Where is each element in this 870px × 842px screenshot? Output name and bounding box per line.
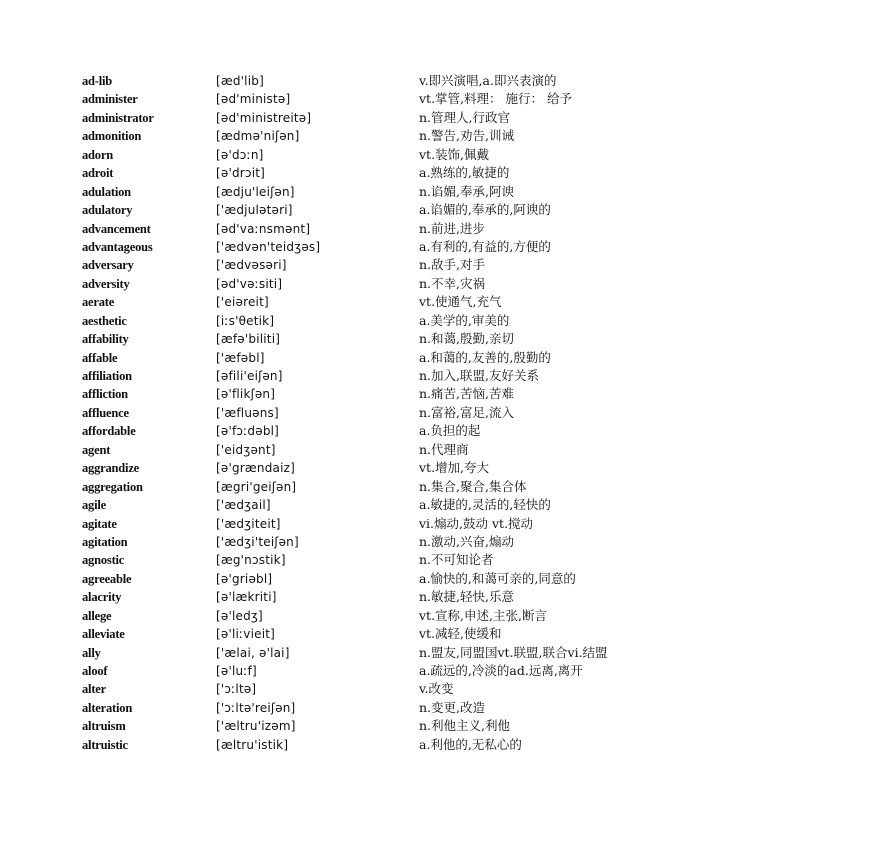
vocab-phonetic: [ə'drɔit] (216, 166, 266, 181)
vocab-row (82, 478, 682, 496)
vocab-row (82, 625, 682, 643)
vocab-row (82, 201, 682, 219)
vocab-row (82, 459, 682, 477)
vocab-row (82, 220, 682, 238)
vocab-phonetic: [əd'vaːnsmənt] (216, 221, 311, 236)
vocab-phonetic: ['ɔːltə'reiʃən] (216, 700, 296, 715)
vocab-row (82, 570, 682, 588)
vocab-phonetic: ['ædjulətəri] (216, 203, 293, 218)
vocab-definition: n.加入,联盟,友好关系 (419, 368, 539, 383)
vocab-row (82, 256, 682, 274)
vocab-phonetic: ['ædvən'teidʒəs] (216, 239, 321, 254)
vocab-row (82, 422, 682, 440)
vocab-word: adorn (82, 147, 113, 162)
vocab-word: affliction (82, 387, 128, 402)
vocab-phonetic: ['eidʒənt] (216, 442, 276, 457)
vocab-word: adulatory (82, 203, 133, 218)
vocab-definition: vt.增加,夸大 (419, 460, 490, 476)
vocab-row (82, 127, 682, 145)
vocab-phonetic: ['æltru'izəm] (216, 719, 296, 734)
vocab-phonetic: [iːs'θetik] (216, 313, 275, 328)
vocab-definition: a.负担的起 (419, 423, 481, 439)
vocab-word: advantageous (82, 239, 153, 254)
vocab-row (82, 330, 682, 348)
vocab-row (82, 293, 682, 311)
vocab-definition: vt.宣称,申述,主张,断言 (419, 607, 547, 623)
vocab-phonetic: ['æfluəns] (216, 405, 279, 420)
vocab-definition: a.美学的,审美的 (419, 312, 510, 328)
vocab-phonetic: [ə'dɔːn] (216, 147, 264, 162)
vocab-phonetic: [æfə'biliti] (216, 332, 281, 347)
vocab-phonetic: [ægri'geiʃən] (216, 479, 297, 494)
vocab-word: affordable (82, 424, 136, 439)
vocab-definition: n.富裕,富足,流入 (419, 404, 514, 420)
vocab-row (82, 496, 682, 514)
vocab-row (82, 72, 682, 90)
vocab-word: agent (82, 442, 111, 457)
vocab-definition: n.盟友,同盟国vt.联盟,联合vi.结盟 (419, 644, 608, 660)
vocab-phonetic: [æltru'istik] (216, 737, 289, 752)
vocab-definition: n.代理商 (419, 441, 469, 457)
vocab-definition: vi.煽动,鼓动 vt.搅动 (419, 515, 534, 531)
vocab-phonetic: [əfili'eiʃən] (216, 369, 283, 383)
vocab-phonetic: [ə'liːvieit] (216, 627, 276, 642)
vocab-word: administer (82, 92, 138, 107)
vocab-phonetic: [əd'ministreitə] (216, 110, 312, 125)
vocab-row (82, 717, 682, 735)
vocab-phonetic: [ə'ledʒ] (216, 608, 263, 623)
vocab-phonetic: [ə'grændaiz] (216, 461, 295, 476)
vocab-word: ally (82, 645, 101, 660)
vocab-word: aesthetic (82, 313, 127, 328)
vocab-word: alter (82, 682, 106, 697)
vocab-row (82, 441, 682, 459)
vocab-word: alteration (82, 700, 133, 715)
vocab-word: alacrity (82, 590, 122, 605)
vocab-word: adulation (82, 184, 131, 199)
vocab-phonetic: ['æfəbl] (216, 350, 265, 365)
vocab-phonetic: ['ædʒiteit] (216, 516, 281, 531)
vocab-definition: n.变更,改造 (419, 699, 485, 715)
vocab-row (82, 588, 682, 606)
vocab-word: aerate (82, 295, 115, 310)
vocab-row (82, 367, 682, 385)
vocab-phonetic: ['ædvəsəri] (216, 258, 287, 273)
vocab-row (82, 680, 682, 698)
vocab-row (82, 90, 682, 108)
vocab-word: advancement (82, 221, 151, 236)
vocab-phonetic: [æg'nɔstik] (216, 553, 286, 568)
vocab-definition: a.敏捷的,灵活的,轻快的 (419, 497, 551, 513)
vocab-phonetic: [ædju'leiʃən] (216, 184, 295, 199)
vocab-word: agitate (82, 516, 117, 531)
vocab-phonetic: [æd'lib] (216, 74, 264, 88)
vocab-word: aggregation (82, 479, 143, 494)
vocab-phonetic: ['ædʒi'teiʃən] (216, 534, 299, 549)
vocab-word: adroit (82, 166, 114, 181)
vocab-definition: n.谄媚,奉承,阿谀 (419, 183, 514, 199)
vocab-row (82, 275, 682, 293)
vocab-row (82, 183, 682, 201)
vocab-definition: n.不幸,灾祸 (419, 275, 485, 291)
vocab-word: adversity (82, 276, 130, 291)
vocab-definition: a.熟练的,敏捷的 (419, 165, 510, 181)
vocab-row (82, 349, 682, 367)
vocab-definition: vt.掌管,料理： 施行： 给予 (419, 91, 572, 107)
vocab-phonetic: [ə'griəbl] (216, 571, 273, 586)
vocab-phonetic: [ə'luːf] (216, 664, 257, 678)
vocab-word: admonition (82, 129, 142, 144)
vocab-word: alleviate (82, 627, 125, 642)
vocab-phonetic: ['ɔːltə] (216, 682, 257, 697)
vocab-row (82, 109, 682, 127)
vocab-definition: vt.减轻,使缓和 (419, 626, 502, 642)
vocab-definition: vt.装饰,佩戴 (419, 146, 490, 162)
vocab-row (82, 404, 682, 422)
vocab-definition: n.集合,聚合,集合体 (419, 478, 527, 494)
vocab-row (82, 699, 682, 717)
vocab-row (82, 238, 682, 256)
vocab-phonetic: ['ædʒail] (216, 498, 271, 513)
vocab-phonetic: [ædmə'niʃən] (216, 129, 300, 144)
vocab-definition: n.敌手,对手 (419, 257, 485, 273)
vocab-definition: n.激动,兴奋,煽动 (419, 533, 514, 549)
vocab-word: agitation (82, 534, 128, 549)
vocab-row (82, 607, 682, 625)
vocab-word: affable (82, 350, 118, 365)
vocab-row (82, 551, 682, 569)
vocab-word: agile (82, 498, 106, 513)
vocab-word: agreeable (82, 571, 132, 586)
vocab-word: aloof (82, 664, 108, 678)
vocab-word: aggrandize (82, 461, 140, 476)
vocab-definition: v.即兴演唱,a.即兴表演的 (419, 73, 557, 88)
vocab-phonetic: [ə'lækriti] (216, 590, 277, 605)
vocab-row (82, 312, 682, 330)
vocab-definition: a.谄媚的,奉承的,阿谀的 (419, 202, 551, 218)
vocab-definition: a.愉快的,和蔼可亲的,同意的 (419, 570, 576, 586)
vocab-row (82, 736, 682, 754)
vocab-definition: a.利他的,无私心的 (419, 736, 522, 752)
vocab-phonetic: [ə'fɔːdəbl] (216, 424, 280, 439)
vocab-word: affluence (82, 405, 129, 420)
vocab-definition: a.有利的,有益的,方便的 (419, 238, 551, 254)
vocab-phonetic: ['eiəreit] (216, 295, 269, 310)
vocab-word: ad-lib (82, 74, 113, 88)
vocab-phonetic: [əd'ministə] (216, 92, 291, 107)
vocab-row (82, 644, 682, 662)
vocab-definition: n.和蔼,殷勤,亲切 (419, 331, 514, 347)
vocab-word: administrator (82, 110, 154, 125)
vocab-definition: n.敏捷,轻快,乐意 (419, 589, 514, 605)
vocab-definition: v.改变 (419, 681, 454, 697)
vocab-definition: n.警告,劝告,训诫 (419, 128, 514, 144)
vocab-definition: n.管理人,行政官 (419, 109, 510, 125)
vocab-phonetic: [əd'vəːsiti] (216, 276, 283, 291)
vocab-row (82, 146, 682, 164)
vocab-word: affiliation (82, 369, 132, 383)
vocab-definition: n.痛苦,苦恼,苦难 (419, 386, 514, 402)
vocab-phonetic: [ə'flikʃən] (216, 387, 276, 402)
vocab-definition: n.利他主义,利他 (419, 718, 510, 734)
vocab-word: affability (82, 332, 129, 347)
vocab-row (82, 385, 682, 403)
vocab-row (82, 533, 682, 551)
vocab-definition: a.和蔼的,友善的,殷勤的 (419, 349, 551, 365)
vocab-word: agnostic (82, 553, 125, 568)
vocab-word: altruistic (82, 737, 128, 752)
vocab-row (82, 164, 682, 182)
vocab-definition: n.前进,进步 (419, 220, 485, 236)
vocabulary-table (82, 72, 682, 754)
vocab-word: adversary (82, 258, 134, 273)
vocab-word: allege (82, 608, 112, 623)
vocab-row (82, 515, 682, 533)
vocab-definition: vt.使通气,充气 (419, 294, 502, 310)
vocab-definition: a.疏远的,冷淡的ad.远离,离开 (419, 663, 583, 678)
vocab-phonetic: ['ælai, ə'lai] (216, 645, 290, 660)
vocab-word: altruism (82, 719, 126, 734)
vocab-definition: n.不可知论者 (419, 552, 494, 568)
vocab-row (82, 662, 682, 680)
